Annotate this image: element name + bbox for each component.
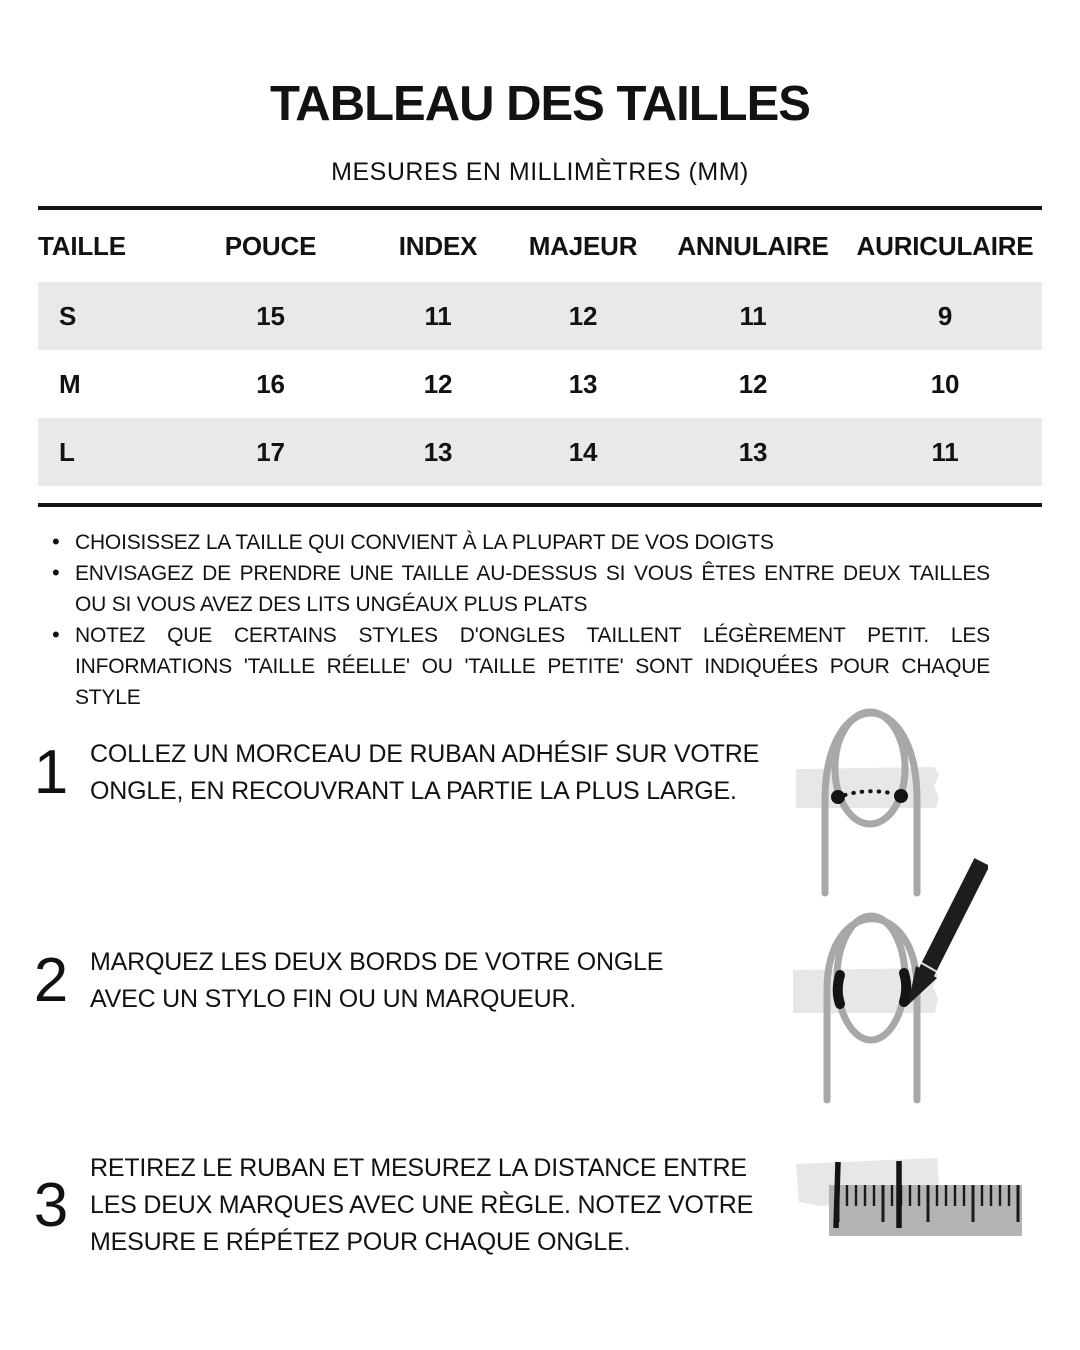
step-2-number: 2 (33, 946, 69, 1015)
table-row-size-l (38, 418, 1042, 486)
table-row-size-s (38, 282, 1042, 350)
value-auriculaire: 9 (937, 300, 953, 331)
column-header-majeur: MAJEUR (528, 230, 638, 261)
finger-marks-pen-illustration (788, 855, 988, 1105)
step-1-number: 1 (33, 738, 69, 807)
sizing-notes-list (38, 527, 990, 713)
value-majeur: 13 (568, 368, 598, 399)
note-text: NOTEZ QUE CERTAINS STYLES D'ONGLES TAILLENT LÉGÈREMENT PETIT. LES INFORMATIONS 'TAILLE RÉELLE' OU 'TAILLE PETITE' SONT INDIQUÉES POUR CHAQUE STYLE (75, 624, 990, 709)
value-majeur: 12 (568, 300, 598, 331)
size-table (38, 206, 1042, 507)
column-header-taille: TAILLE (38, 230, 126, 261)
value-index: 12 (423, 368, 453, 399)
ruler-body (829, 1185, 1022, 1236)
right-measure-dot (894, 789, 908, 803)
note-text: ENVISAGEZ DE PRENDRE UNE TAILLE AU-DESSUS SI VOUS ÊTES ENTRE DEUX TAILLES OU SI VOUS AVEZ DES LITS UNGÉAUX PLUS PLATS (75, 562, 990, 616)
marker-pen-icon (908, 862, 982, 1005)
value-annulaire: 13 (738, 436, 768, 467)
page-title: TABLEAU DES TAILLES (270, 77, 810, 131)
table-row-size-m (38, 350, 1042, 418)
value-annulaire: 12 (738, 368, 768, 399)
value-index: 13 (423, 436, 453, 467)
left-edge-mark (838, 975, 840, 1004)
step-2 (28, 944, 690, 1018)
value-majeur: 14 (568, 436, 598, 467)
note-item (38, 558, 990, 620)
step-3-text: RETIREZ LE RUBAN ET MESUREZ LA DISTANCE ENTRE LES DEUX MARQUES AVEC UNE RÈGLE. NOTEZ VOTRE MESURE E RÉPÉTEZ POUR CHAQUE ONGLE. (90, 1154, 754, 1256)
note-text: CHOISISSEZ LA TAILLE QUI CONVIENT À LA PLUPART DE VOS DOIGTS (75, 531, 774, 554)
value-auriculaire: 10 (930, 368, 960, 399)
value-annulaire: 11 (739, 300, 767, 331)
note-item (38, 620, 990, 713)
size-label: M (59, 368, 81, 399)
right-edge-mark (904, 973, 906, 1002)
size-table-header-row (38, 210, 1042, 282)
value-pouce: 17 (256, 436, 285, 467)
column-header-annulaire: ANNULAIRE (677, 230, 829, 261)
note-item (38, 527, 990, 558)
column-header-auriculaire: AURICULAIRE (856, 230, 1034, 261)
page-subtitle: MESURES EN MILLIMÈTRES (MM) (331, 158, 749, 186)
pen-body (925, 862, 982, 975)
step-3 (28, 1150, 790, 1261)
size-label: S (59, 300, 77, 331)
value-pouce: 16 (256, 368, 285, 399)
value-pouce: 15 (256, 300, 285, 331)
tape-mark-left (836, 1162, 838, 1228)
step-1 (28, 736, 790, 810)
column-header-pouce: POUCE (224, 230, 317, 261)
value-auriculaire: 11 (931, 436, 959, 467)
step-1-text: COLLEZ UN MORCEAU DE RUBAN ADHÉSIF SUR VOTRE ONGLE, EN RECOUVRANT LA PARTIE LA PLUS LARGE. (90, 740, 760, 805)
step-2-text: MARQUEZ LES DEUX BORDS DE VOTRE ONGLE AVEC UN STYLO FIN OU UN MARQUEUR. (90, 948, 664, 1013)
value-index: 11 (424, 300, 452, 331)
step-3-number: 3 (33, 1170, 69, 1240)
column-header-index: INDEX (398, 230, 478, 261)
ruler-tape-illustration (790, 1150, 1030, 1245)
left-measure-dot (831, 790, 845, 804)
size-label: L (59, 436, 75, 467)
